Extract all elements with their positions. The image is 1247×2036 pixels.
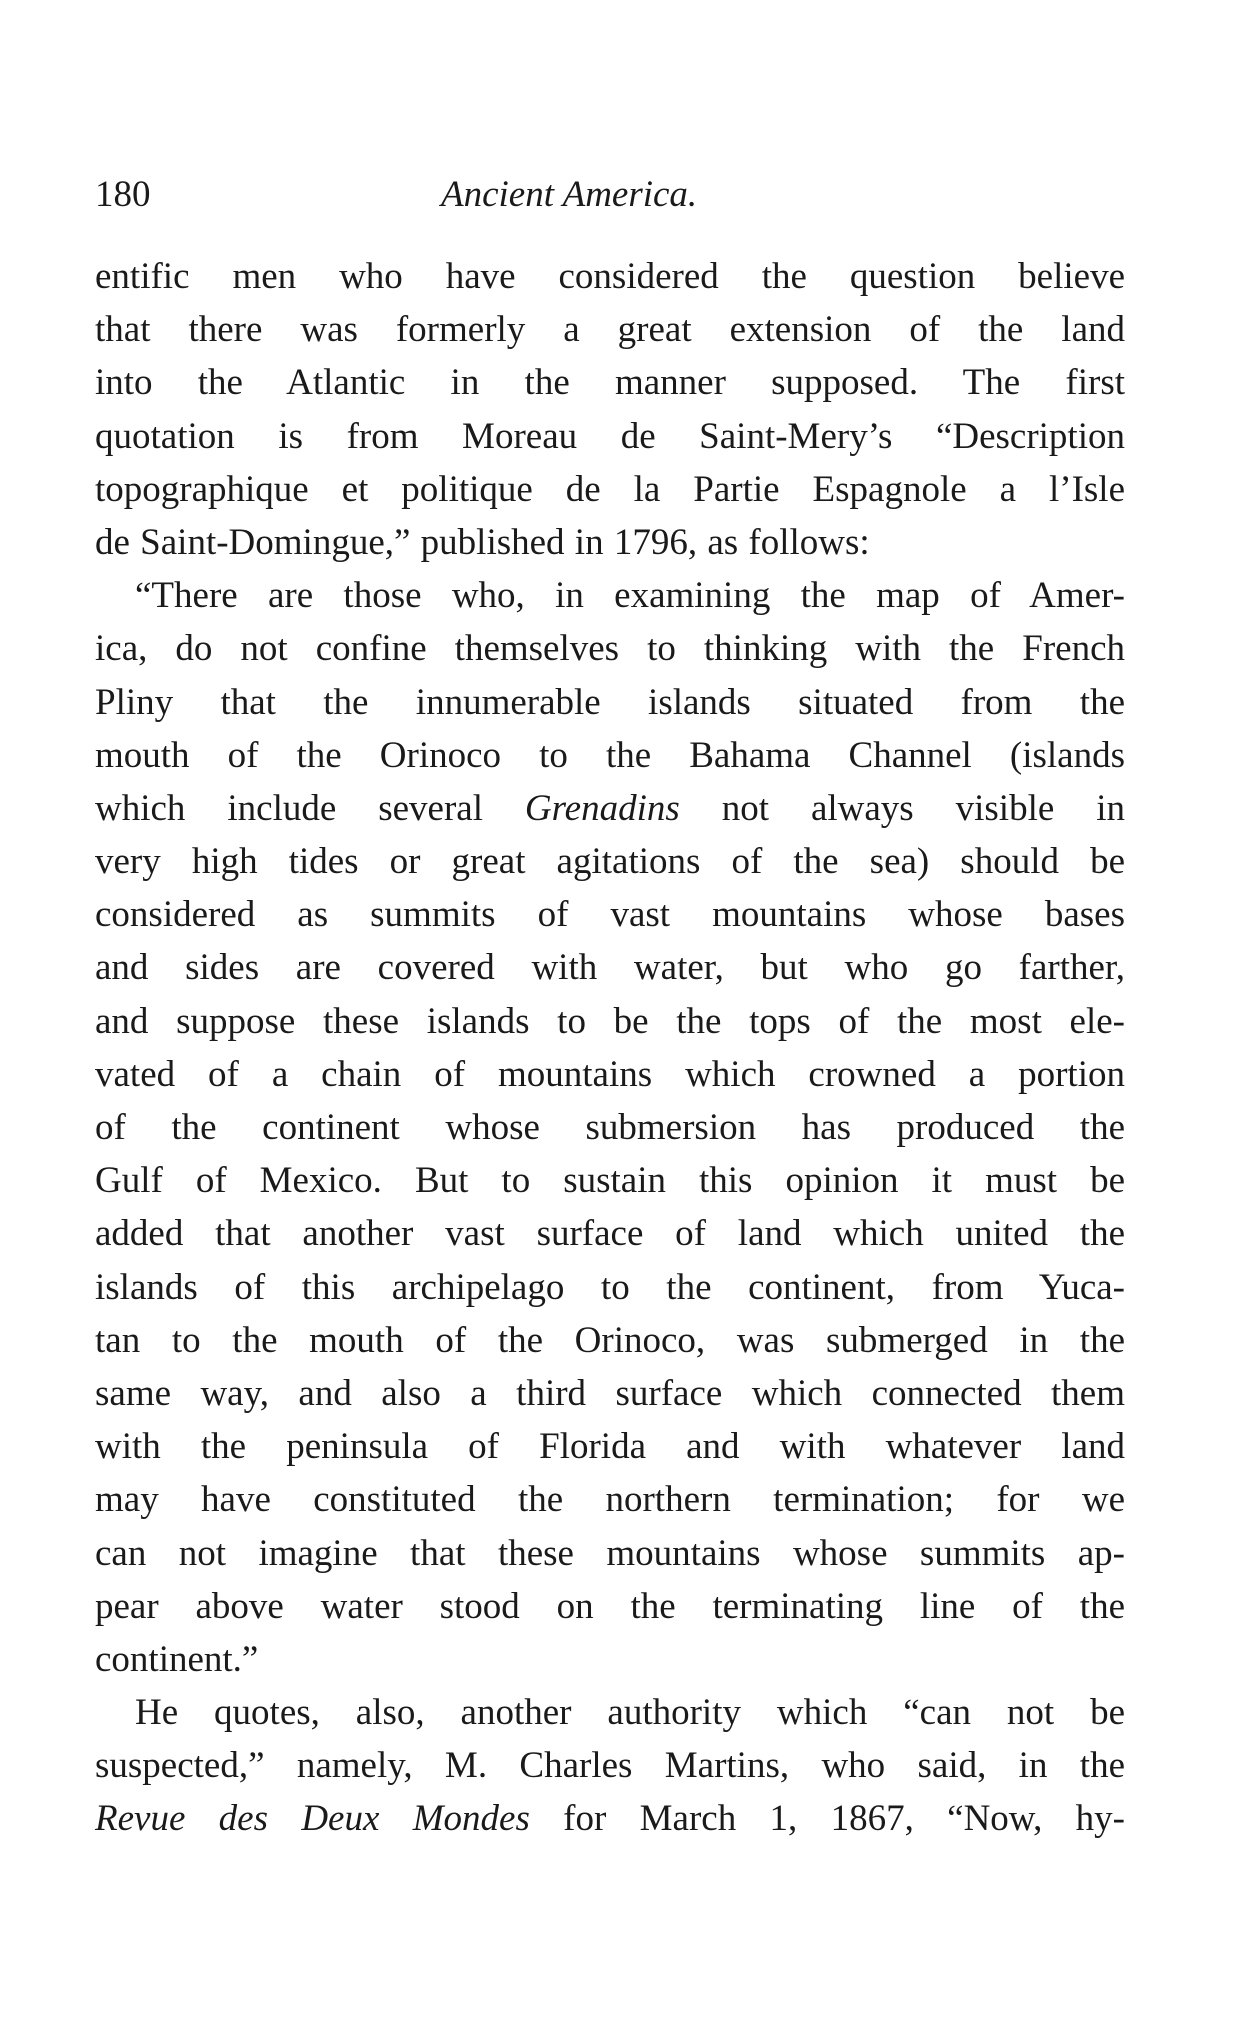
text-line: entific men who have considered the question believe [95, 256, 1125, 297]
text-line: topographique et politique de la Partie Espagnole a l’Isle [95, 468, 1125, 510]
italic-title: Revue des Deux Mondes [95, 1798, 530, 1840]
paragraph-start-line: He quotes, also, another authority which “can not be [135, 1692, 1125, 1734]
text-line: added that another vast surface of land which united the [95, 1213, 1125, 1255]
text-line: pear above water stood on the terminating line of the [95, 1585, 1125, 1627]
text-line: ica, do not confine themselves to thinking with the French [95, 628, 1125, 670]
text-line: with the peninsula of Florida and with whatever land [95, 1426, 1125, 1468]
text-line: that there was formerly a great extension of the land [95, 309, 1125, 351]
text-line: and sides are covered with water, but who go farther, [95, 947, 1125, 989]
text-line: Gulf of Mexico. But to sustain this opinion it must be [95, 1160, 1125, 1202]
text-line: into the Atlantic in the manner supposed. The first [95, 362, 1125, 404]
text-line: can not imagine that these mountains whose summits ap- [95, 1532, 1125, 1574]
quote-end-line: continent.” [95, 1638, 259, 1680]
text-line-with-italic [95, 782, 1125, 835]
text-line: de Saint-Domingue,” published in 1796, as follows: [95, 521, 870, 563]
running-title: Ancient America. [441, 174, 698, 215]
text-line: same way, and also a third surface which connected them [95, 1372, 1125, 1414]
text-line: may have constituted the northern termination; for we [95, 1479, 1125, 1521]
text-line: vated of a chain of mountains which crowned a portion [95, 1053, 1125, 1095]
text-segment: which include several [95, 787, 525, 829]
running-head [95, 165, 1125, 225]
text-line: mouth of the Orinoco to the Bahama Channel (islands [95, 734, 1125, 776]
text-line: islands of this archipelago to the continent, from Yuca- [95, 1266, 1125, 1308]
text-line: tan to the mouth of the Orinoco, was submerged in the [95, 1319, 1125, 1361]
text-line: quotation is from Moreau de Saint-Mery’s “Description [95, 415, 1125, 457]
text-line: considered as summits of vast mountains whose bases [95, 894, 1125, 936]
page-number: 180 [95, 174, 151, 215]
text-line: suspected,” namely, M. Charles Martins, who said, in the [95, 1745, 1125, 1787]
body-text [95, 250, 1125, 1846]
text-line: of the continent whose submersion has produced the [95, 1107, 1125, 1148]
text-line: very high tides or great agitations of the sea) should be [95, 841, 1125, 883]
quote-start-line: “There are those who, in examining the map of Amer- [135, 575, 1125, 617]
text-line: Pliny that the innumerable islands situated from the [95, 681, 1125, 723]
text-line: and suppose these islands to be the tops of the most ele- [95, 1000, 1125, 1042]
text-segment: for March 1, 1867, “Now, hy- [529, 1798, 1125, 1840]
text-line-with-italic [95, 1792, 1125, 1845]
italic-term: Grenadins [524, 787, 680, 829]
text-segment: not always visible in [679, 787, 1126, 829]
